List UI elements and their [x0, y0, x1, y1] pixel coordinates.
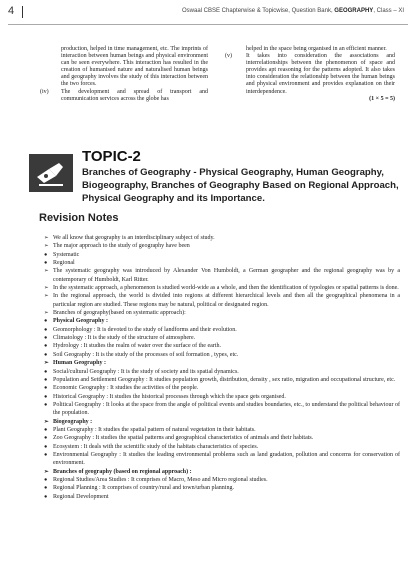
- note-text: Physical Geography :: [53, 318, 108, 325]
- arrow-bullet-icon: ➢: [44, 293, 49, 300]
- note-item: [44, 267, 400, 284]
- note-text: In the systematic approach, a phenomenon is studied world-wide as a whole, and then the identification of typologies or spatial patterns is done.: [53, 285, 399, 292]
- topic-title: TOPIC-2: [82, 148, 141, 165]
- bullet-dot-icon: ●: [44, 251, 48, 258]
- note-text: Environmental Geography : It studies the leading environmental problems such as land gradation, pollution and concerns for conservation of environment.: [53, 451, 400, 467]
- note-item: [44, 476, 400, 484]
- note-text: In the regional approach, the world is divided into regions at different hierarchical levels and then all the geographical phenomena in a particular region are studied. These regions may be natural, political or designated region.: [53, 293, 400, 308]
- running-head-subject: GEOGRAPHY: [334, 8, 374, 14]
- revision-notes-heading: Revision Notes: [39, 212, 119, 224]
- note-item: [44, 351, 400, 359]
- answer-item-iv-text: The development and spread of transport and communication services across the globe has: [61, 88, 208, 102]
- note-text: Soil Geography : It is the study of the processes of soil formation , types, etc.: [53, 351, 239, 358]
- note-text: Regional Development: [53, 493, 109, 500]
- running-head-suffix: , Class – XI: [373, 8, 404, 14]
- arrow-bullet-icon: ➢: [44, 310, 49, 317]
- note-item: [44, 468, 400, 476]
- answer-item-iv-label: (iv): [40, 88, 49, 95]
- note-item: [44, 251, 400, 259]
- note-item: [44, 434, 400, 442]
- bullet-dot-icon: ●: [44, 335, 48, 342]
- marks-allotment: (1 × 5 = 5): [369, 95, 395, 102]
- note-text: Historical Geography : It studies the historical processes through which the space gets organised.: [53, 393, 286, 400]
- answer-item-v: [225, 53, 395, 96]
- bullet-dot-icon: ●: [44, 485, 48, 492]
- bullet-dot-icon: ●: [44, 435, 48, 442]
- note-item: [44, 309, 400, 317]
- note-text: We all know that geography is an interdisciplinary subject of study.: [53, 235, 215, 241]
- note-item: [44, 368, 400, 376]
- running-head: [182, 8, 404, 14]
- note-item: [44, 259, 400, 267]
- topic-icon-box: [29, 154, 73, 192]
- note-text: Human Geography :: [53, 360, 107, 367]
- note-text: Biogeography :: [53, 418, 93, 425]
- page-header: [0, 0, 416, 26]
- note-item: [44, 234, 400, 242]
- note-text: Population and Settlement Geography : It studies population growth, distribution, density , sex ratio, migration and occupational structure, etc.: [53, 376, 396, 383]
- arrow-bullet-icon: ➢: [44, 285, 49, 292]
- note-item: [44, 292, 400, 309]
- right-column-continuation: helped in the space being organised in an efficient manner.: [246, 46, 387, 52]
- note-item: [44, 342, 400, 350]
- left-column: [40, 46, 208, 103]
- bullet-dot-icon: ●: [44, 326, 48, 333]
- note-text: Systematic: [53, 251, 80, 258]
- note-item: [44, 451, 400, 468]
- bullet-dot-icon: ●: [44, 376, 48, 383]
- note-item: [44, 401, 400, 418]
- bullet-dot-icon: ●: [44, 260, 48, 267]
- answer-item-v-label: (v): [225, 53, 232, 60]
- note-text: Economic Geography : It studies the activities of the people.: [53, 385, 199, 392]
- note-item: [44, 393, 400, 401]
- note-item: [44, 359, 400, 367]
- note-text: The major approach to the study of geography have been: [53, 243, 190, 250]
- arrow-bullet-icon: ➢: [44, 235, 49, 241]
- note-item: [44, 426, 400, 434]
- note-text: Political Geography : It looks at the space from the angle of political events and studies boundaries, etc., to understand the political behaviour of the population.: [53, 401, 400, 417]
- note-text: Regional: [53, 260, 75, 267]
- bullet-dot-icon: ●: [44, 393, 48, 400]
- note-item: [44, 284, 400, 292]
- page-number-divider: [22, 6, 23, 18]
- bullet-dot-icon: ●: [44, 351, 48, 358]
- arrow-bullet-icon: ➢: [44, 360, 49, 367]
- note-item: [44, 493, 400, 501]
- bullet-dot-icon: ●: [44, 318, 48, 325]
- bullet-dot-icon: ●: [44, 476, 48, 483]
- revision-notes-list: [44, 234, 400, 501]
- note-text: Geomorphology : It is devoted to the study of landforms and their evolution.: [53, 326, 237, 333]
- note-text: Zoo Geography : It studies the spatial patterns and geographical characteristics of animals and their habitats.: [53, 435, 314, 442]
- bullet-dot-icon: ●: [44, 343, 48, 350]
- note-text: Ecosystem : It deals with the scientific study of the habitats characteristics of species.: [53, 443, 259, 450]
- left-column-continuation: production, helped in time management, etc. The imprints of interaction between human beings and physical environment can be seen everywhere. This interaction has resulted in the creation of humanised nature and naturalised human beings and geography involves the study of this interaction between the two forces.: [61, 46, 208, 88]
- note-text: The systematic geography was introduced by Alexander Von Humboldt, a German geographer and the regional geography was by a contemporary of Humboldt, Karl Ritter.: [53, 268, 400, 283]
- topic-banner: [29, 148, 404, 204]
- bullet-dot-icon: ●: [44, 426, 48, 433]
- note-text: Branches of geography(based on systematic approach):: [53, 310, 186, 317]
- bullet-dot-icon: ●: [44, 493, 48, 500]
- bullet-dot-icon: ●: [44, 451, 48, 458]
- arrow-bullet-icon: ➢: [44, 418, 49, 425]
- note-item: [44, 326, 400, 334]
- note-text: Social/cultural Geography : It is the study of society and its spatial dynamics.: [53, 368, 239, 375]
- right-column: [225, 46, 395, 103]
- running-head-prefix: Oswaal CBSE Chapterwise & Topicwise, Question Bank,: [182, 8, 335, 14]
- note-item: [44, 376, 400, 384]
- note-item: [44, 384, 400, 392]
- note-item: [44, 443, 400, 451]
- note-item: [44, 418, 400, 426]
- note-text: Regional Planning : It comprises of country/rural and town/urban planning.: [53, 485, 234, 492]
- page-number: 4: [8, 5, 15, 17]
- note-text: Branches of geography (based on regional approach) :: [53, 468, 192, 475]
- note-item: [44, 484, 400, 492]
- answer-item-iv: [40, 89, 208, 103]
- answer-item-v-text: It takes into consideration the associations and interrelationships between the phenomenon of space and provides apt reasoning for the patterns adopted. It also takes into consideration the relationship between the human beings and physical environment and provides explanation on their interdependence.: [246, 53, 395, 95]
- arrow-bullet-icon: ➢: [44, 468, 49, 475]
- note-text: Climatology : It is the study of the structure of atmosphere.: [53, 335, 196, 342]
- header-rule: [8, 24, 408, 25]
- bullet-dot-icon: ●: [44, 368, 48, 375]
- note-text: Regional Studies/Area Studies : It comprises of Macro, Meso and Micro regional studies.: [53, 476, 268, 483]
- note-item: [44, 334, 400, 342]
- bullet-dot-icon: ●: [44, 401, 48, 408]
- note-item: [44, 317, 400, 325]
- arrow-bullet-icon: ➢: [44, 268, 49, 275]
- bullet-dot-icon: ●: [44, 443, 48, 450]
- note-text: Hydrology : It studies the realm of water over the surface of the earth.: [53, 343, 221, 350]
- bullet-dot-icon: ●: [44, 385, 48, 392]
- pen-nib-icon: [29, 154, 73, 192]
- note-text: Plant Geography : It studies the spatial pattern of natural vegetation in their habitats.: [53, 426, 256, 433]
- arrow-bullet-icon: ➢: [44, 243, 49, 250]
- topic-subtitle: Branches of Geography - Physical Geography, Human Geography, Biogeography, Branches of Geography Based on Regional Approach, Physical Geography and its Importance.: [82, 167, 399, 204]
- note-item: [44, 242, 400, 250]
